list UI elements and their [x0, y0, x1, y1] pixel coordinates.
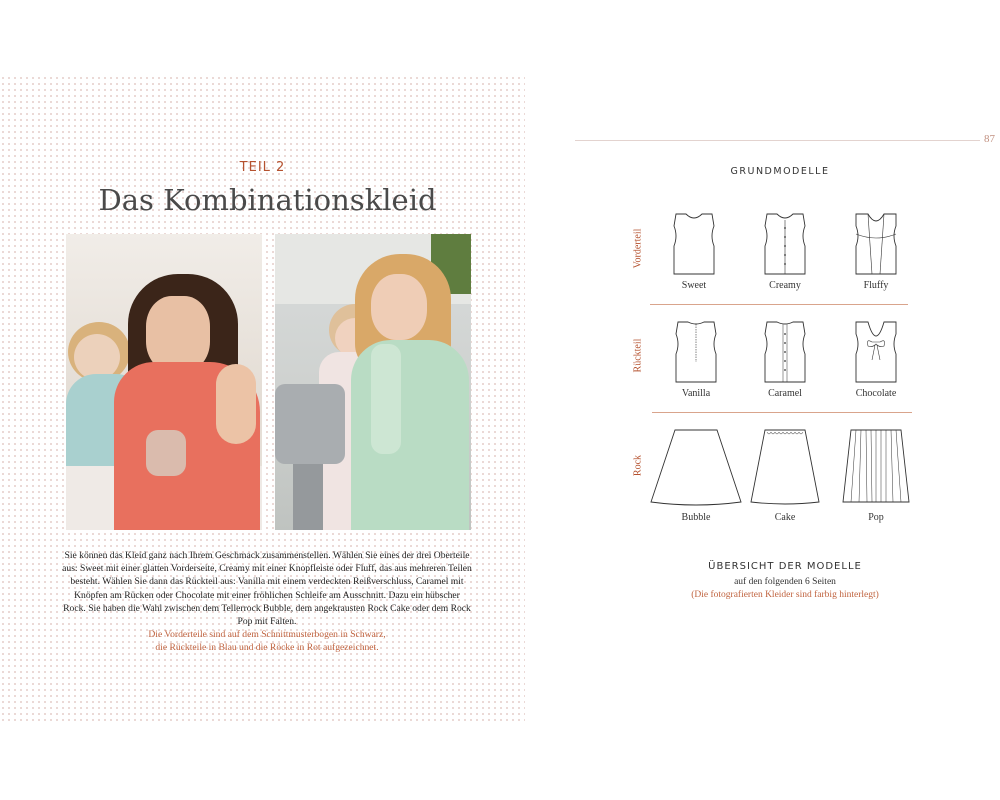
pattern-cake[interactable]: [735, 428, 835, 523]
pattern-caption: Caramel: [768, 388, 802, 399]
intro-text-block: [62, 549, 472, 655]
vanilla-back-drawing: [668, 320, 724, 384]
pattern-pop[interactable]: [826, 428, 926, 523]
row-divider-1: [650, 304, 908, 305]
photo-girls-mint-dress: [275, 234, 471, 530]
fluffy-bodice-drawing: [848, 212, 904, 276]
pattern-caption: Cake: [774, 512, 796, 523]
pattern-vanilla[interactable]: [646, 320, 746, 399]
overview-note: (Die fotografierten Kleider sind farbig hinterlegt): [691, 590, 879, 600]
pop-skirt-drawing: [841, 428, 911, 508]
pattern-caption: Pop: [868, 512, 884, 523]
pattern-caption: Fluffy: [863, 280, 889, 291]
pattern-creamy[interactable]: [735, 212, 835, 291]
cake-skirt-drawing: [749, 428, 821, 508]
photo-girl-coral-dress: [66, 234, 262, 530]
bubble-skirt-drawing: [649, 428, 743, 508]
section-header-grundmodelle: GRUNDMODELLE: [730, 166, 830, 177]
creamy-bodice-drawing: [757, 212, 813, 276]
pattern-caption: Chocolate: [855, 388, 897, 399]
pattern-caramel[interactable]: [735, 320, 835, 399]
sweet-bodice-drawing: [666, 212, 722, 276]
row-label-rock: Rock: [632, 454, 644, 477]
pattern-sweet[interactable]: [644, 212, 744, 291]
intro-note-line-2: die Rückteile in Blau und die Röcke in Rot aufgezeichnet.: [155, 642, 379, 654]
pattern-bubble[interactable]: [646, 428, 746, 523]
page-title: Das Kombinationskleid: [98, 183, 437, 217]
pattern-caption: Bubble: [681, 512, 711, 523]
pattern-caption: Sweet: [681, 280, 707, 291]
overview-title: ÜBERSICHT DER MODELLE: [708, 561, 862, 572]
row-label-rueckteil: Rückteil: [632, 338, 644, 373]
page-number: 87: [984, 133, 995, 145]
row-label-vorderteil: Vorderteil: [632, 228, 644, 269]
intro-note-line-1: Die Vorderteile sind auf dem Schnittmusterbogen in Schwarz,: [148, 629, 386, 641]
chocolate-back-drawing: [848, 320, 904, 384]
top-rule: [575, 140, 980, 141]
pattern-chocolate[interactable]: [826, 320, 926, 399]
intro-paragraph: Sie können das Kleid ganz nach Ihrem Geschmack zusammenstellen. Wählen Sie eines der drei Oberteile aus: Sweet mit einer glatten Vorderseite, Creamy mit einer Knopfleiste oder Fluff, das aus mehreren Teilen besteht. Wählen Sie dann das Rückteil aus: Vanilla mit einem verdeckten Reißverschluss, Caramel mit Knöpfen am Rücken oder Chocolate mit einer fröhlichen Schleife am Ausschnitt. Dazu ein hübscher Rock. Sie haben die Wahl zwischen dem Tellerrock Bubble, dem angekrausten Rock Cake oder dem Rock Pop mit Falten.: [62, 550, 472, 628]
pattern-caption: Creamy: [769, 280, 801, 291]
pattern-caption: Vanilla: [681, 388, 711, 399]
overview-subtitle: auf den folgenden 6 Seiten: [734, 577, 836, 587]
pattern-fluffy[interactable]: [826, 212, 926, 291]
row-divider-2: [652, 412, 912, 413]
caramel-back-drawing: [757, 320, 813, 384]
part-label: TEIL 2: [239, 160, 286, 175]
